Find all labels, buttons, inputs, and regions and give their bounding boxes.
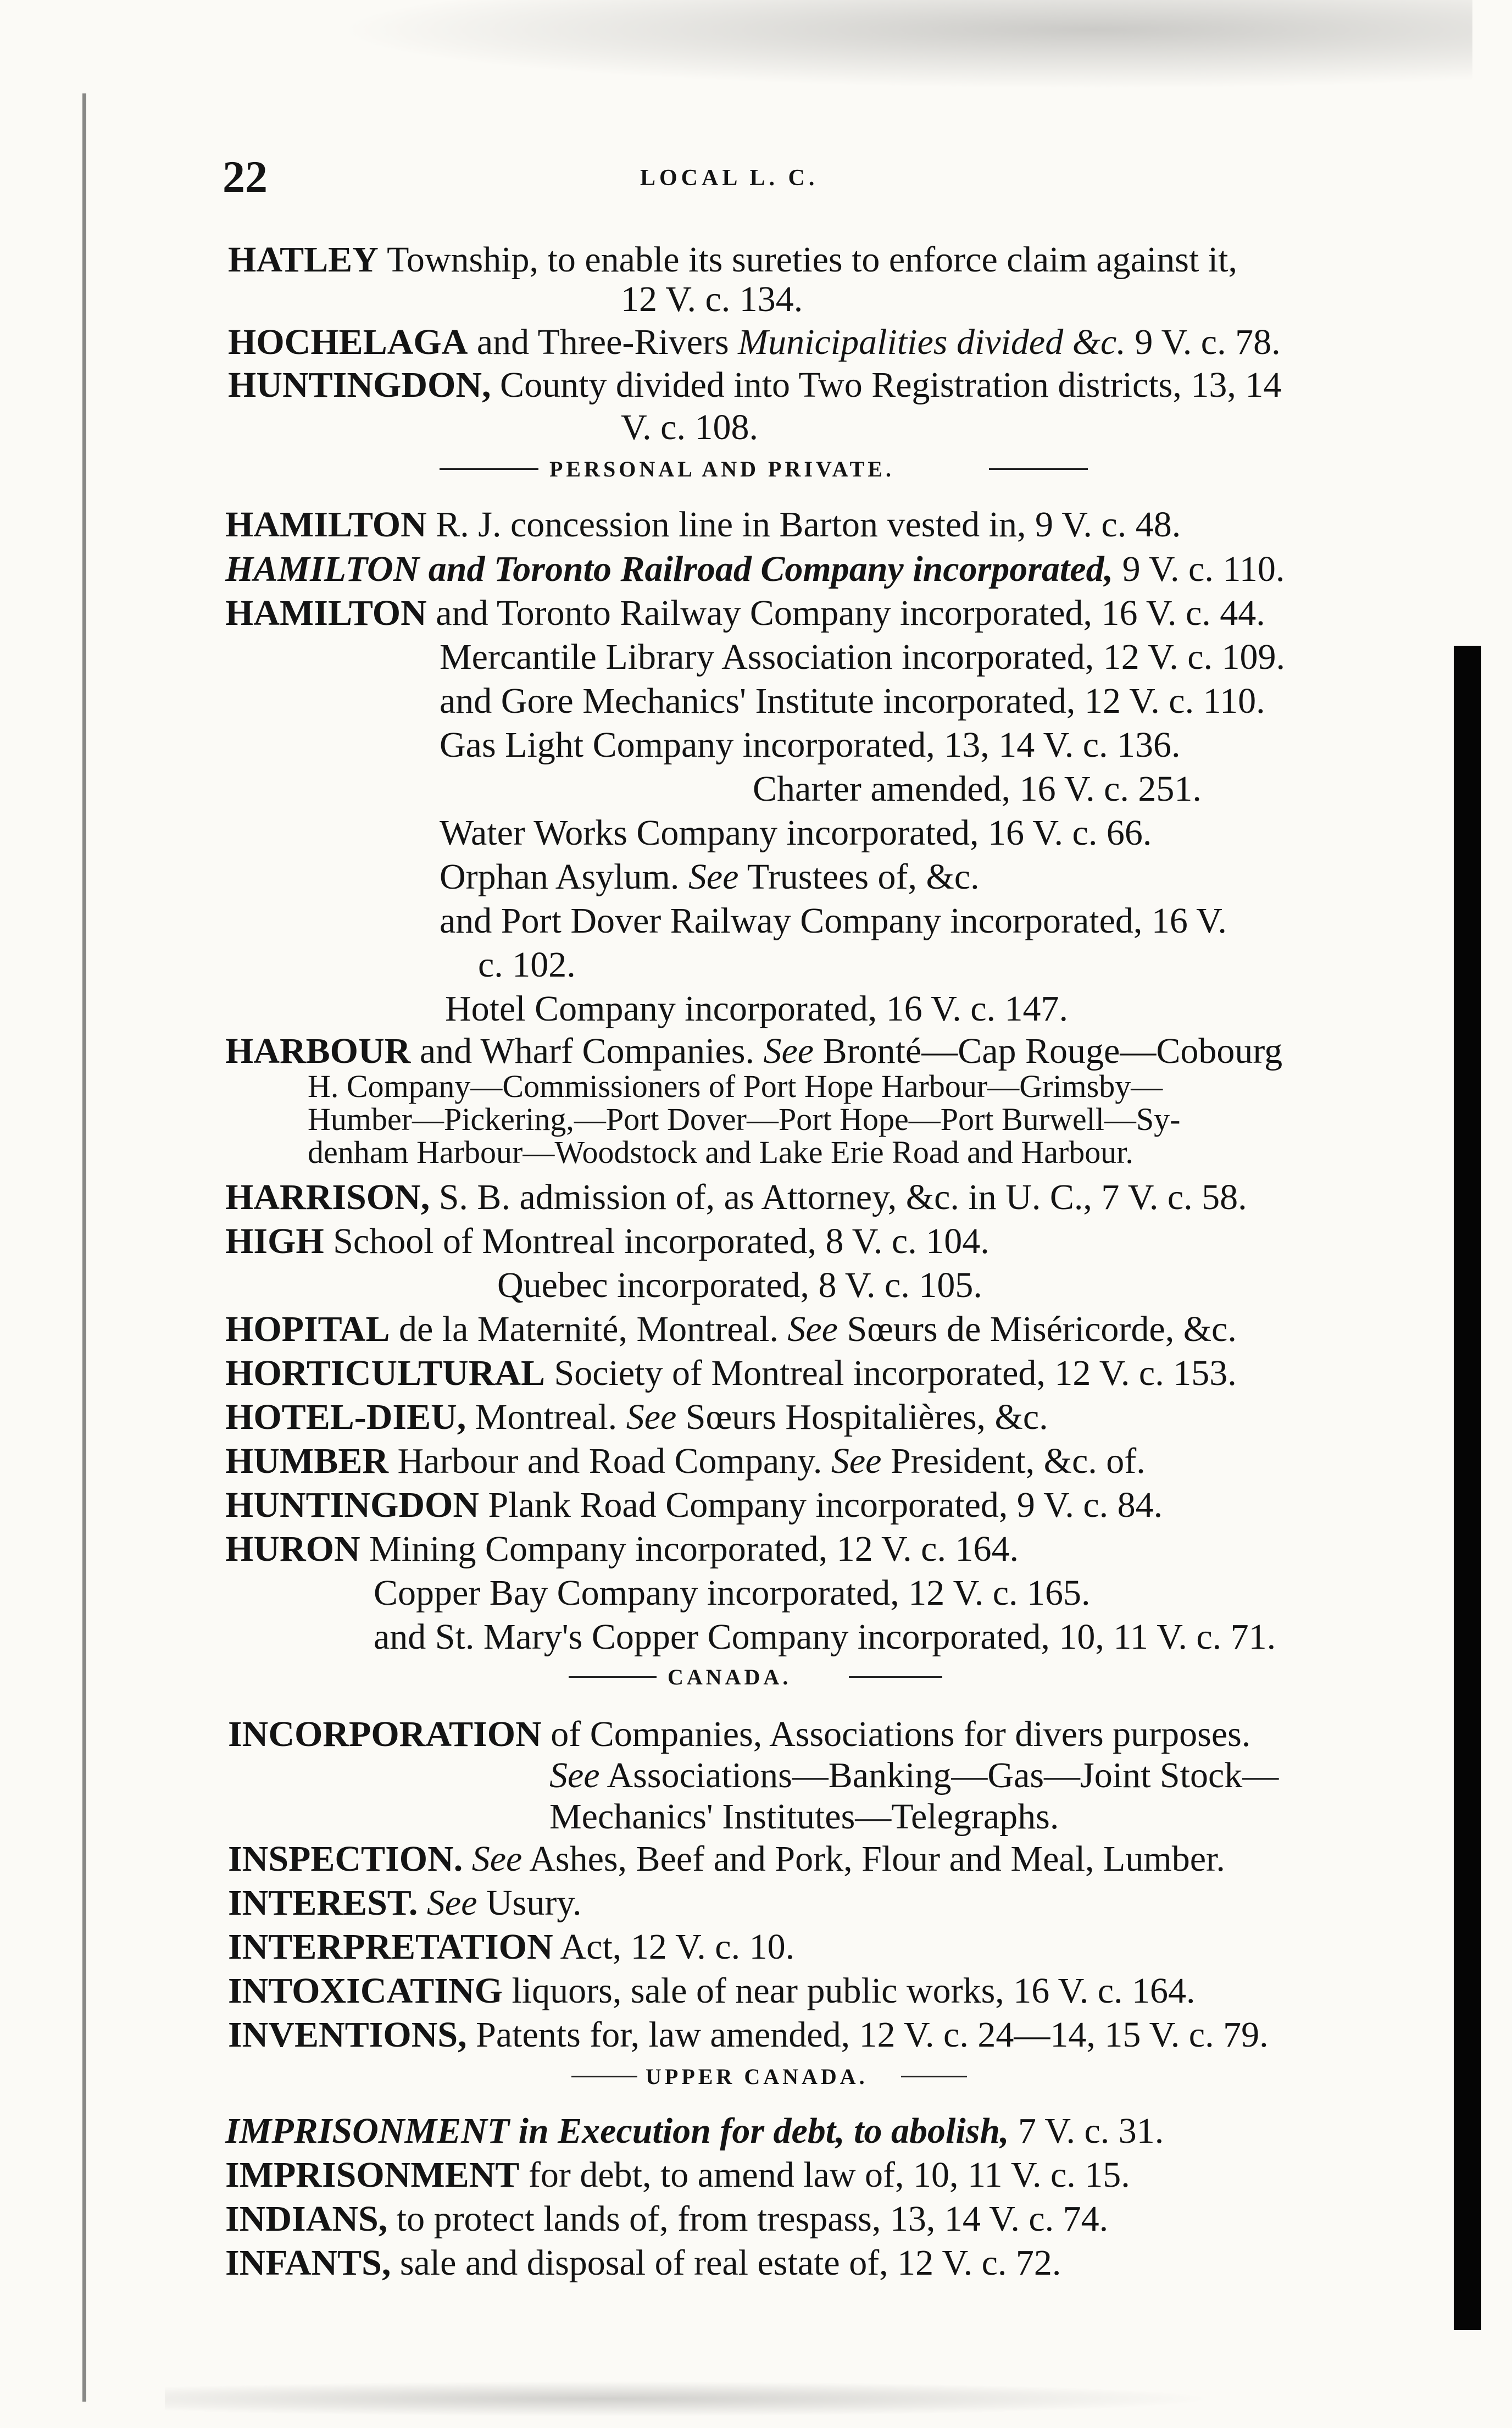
index-entry [228, 1973, 1196, 2009]
index-entry [621, 281, 803, 318]
index-entry [225, 1179, 1247, 1216]
section-heading-canada: CANADA. [668, 1665, 792, 1689]
entry-text-run: S. B. admission of, as Attorney, &c. in U. C., 7 V. c. 58. [430, 1177, 1247, 1217]
entry-text-run: HARBOUR [225, 1031, 411, 1071]
heading-rule [989, 468, 1088, 470]
entry-text-run: Township, to enable its sureties to enforce claim against it, [378, 240, 1237, 280]
entry-text-run: Hotel Company incorporated, 16 V. c. 147. [445, 989, 1069, 1029]
entry-text-run: INDIANS, [225, 2199, 388, 2239]
entry-text-run: Sœurs de Miséricorde, &c. [837, 1309, 1237, 1349]
index-entry [228, 1841, 1225, 1877]
section-heading-upper-canada: UPPER CANADA. [646, 2064, 868, 2089]
entry-text-run: denham Harbour—Woodstock and Lake Erie Road and Harbour. [308, 1134, 1133, 1170]
index-entry [225, 595, 1265, 631]
index-entry [225, 2157, 1130, 2193]
index-entry [225, 2245, 1061, 2281]
entry-text-run: Harbour and Road Company. [388, 1441, 831, 1481]
entry-text-run: County divided into Two Registration districts, 13, 14 [491, 365, 1282, 405]
index-entry [225, 1355, 1237, 1392]
entry-text-run: HOTEL-DIEU, [225, 1397, 466, 1437]
index-entry [225, 1399, 1048, 1435]
entry-text-run: INFANTS, [225, 2243, 391, 2283]
entry-text-run: Municipalities divided &c. [738, 322, 1126, 362]
entry-text-run: HUMBER [225, 1441, 388, 1481]
index-entry [225, 1311, 1237, 1348]
entry-text-run: H. Company—Commissioners of Port Hope Harbour—Grimsby— [308, 1068, 1163, 1104]
entry-text-run: and Gore Mechanics' Institute incorporated, 12 V. c. 110. [440, 681, 1265, 721]
entry-text-run: President, &c. of. [881, 1441, 1146, 1481]
entry-text-run: HURON [225, 1529, 360, 1569]
entry-text-run: and Wharf Companies. [410, 1031, 764, 1071]
entry-text-run: Patents for, law amended, 12 V. c. 24—14, 15 V. c. 79. [466, 2015, 1269, 2055]
page-binding-edge [82, 93, 86, 2402]
entry-text-run: See [549, 1755, 600, 1795]
entry-text-run: of Companies, Associations for divers purposes. [541, 1714, 1251, 1754]
index-entry [308, 1068, 1163, 1104]
entry-text-run: to protect lands of, from trespass, 13, 14 V. c. 74. [387, 2199, 1109, 2239]
entry-text-run: HOCHELAGA [228, 322, 468, 362]
index-entry [549, 1799, 1059, 1835]
page-number: 22 [223, 152, 268, 202]
entry-text-run: HORTICULTURAL [225, 1353, 546, 1393]
entry-text-run: Montreal. [466, 1397, 626, 1437]
index-entry [374, 1619, 1276, 1655]
entry-text-run: Mechanics' Institutes—Telegraphs. [549, 1797, 1059, 1837]
entry-text-run: 9 V. c. 110. [1113, 549, 1285, 589]
entry-text-run: Society of Montreal incorporated, 12 V. c. 153. [545, 1353, 1237, 1393]
index-entry [440, 815, 1152, 851]
entry-text-run: 12 V. c. 134. [621, 279, 803, 319]
index-entry [440, 683, 1265, 719]
entry-text-run: Copper Bay Company incorporated, 12 V. c. 165. [374, 1573, 1091, 1613]
entry-text-run: and St. Mary's Copper Company incorporated, 10, 11 V. c. 71. [374, 1617, 1276, 1657]
entry-text-run: Orphan Asylum. [440, 857, 688, 897]
entry-text-run: for debt, to amend law of, 10, 11 V. c. 15. [519, 2155, 1130, 2195]
heading-rule [569, 1676, 657, 1678]
entry-text-run: de la Maternité, Montreal. [390, 1309, 788, 1349]
entry-text-run: See [471, 1839, 522, 1879]
index-entry [225, 507, 1181, 543]
entry-text-run: Mercantile Library Association incorporated, 12 V. c. 109. [440, 637, 1286, 677]
entry-text-run: INVENTIONS, [228, 2015, 467, 2055]
entry-text-run: IMPRISONMENT in Execution for debt, to abolish, [225, 2111, 1009, 2151]
heading-rule [440, 468, 538, 470]
index-entry [225, 1033, 1282, 1069]
index-entry [621, 409, 758, 446]
index-entry [228, 2017, 1269, 2053]
index-entry [440, 639, 1285, 675]
entry-text-run: INTERPRETATION [228, 1927, 553, 1967]
entry-text-run: See [763, 1031, 814, 1071]
entry-text-run [463, 1839, 472, 1879]
entry-text-run: V. c. 108. [621, 407, 758, 447]
entry-text-run: IMPRISONMENT [225, 2155, 520, 2195]
index-entry [225, 1531, 1019, 1567]
entry-text-run: and Three-Rivers [468, 322, 738, 362]
entry-text-run: HUNTINGDON, [228, 365, 491, 405]
entry-text-run: Water Works Company incorporated, 16 V. c. 66. [440, 813, 1152, 853]
entry-text-run: R. J. concession line in Barton vested in, 9 V. c. 48. [426, 505, 1181, 545]
entry-text-run: and Toronto Railway Company incorporated, 16 V. c. 44. [426, 593, 1265, 633]
index-entry [308, 1101, 1181, 1137]
section-heading-personal: PERSONAL AND PRIVATE. [549, 457, 894, 481]
entry-text-run: Charter amended, 16 V. c. 251. [753, 769, 1202, 809]
index-entry [225, 551, 1285, 587]
heading-rule [901, 2076, 967, 2077]
index-entry [225, 2201, 1108, 2237]
entry-text-run: Gas Light Company incorporated, 13, 14 V. c. 136. [440, 725, 1181, 765]
entry-text-run: INSPECTION. [228, 1839, 463, 1879]
entry-text-run: Quebec incorporated, 8 V. c. 105. [497, 1265, 982, 1305]
page-edge-smudge-top [209, 0, 1472, 99]
index-entry [225, 1223, 990, 1260]
index-entry [228, 1929, 794, 1965]
entry-text-run: See [787, 1309, 838, 1349]
index-entry [228, 367, 1281, 403]
margin-rule-bar [1454, 646, 1481, 2330]
entry-text-run: Trustees of, &c. [738, 857, 980, 897]
index-entry [478, 947, 576, 983]
entry-text-run [418, 1883, 427, 1923]
entry-text-run: Mining Company incorporated, 12 V. c. 164. [360, 1529, 1019, 1569]
entry-text-run: School of Montreal incorporated, 8 V. c. 104. [324, 1221, 990, 1261]
index-entry [228, 242, 1237, 278]
entry-text-run: HATLEY [228, 240, 379, 280]
entry-text-run: HAMILTON [225, 505, 427, 545]
entry-text-run: See [688, 857, 739, 897]
heading-rule [571, 2076, 637, 2077]
index-entry [497, 1267, 982, 1304]
heading-rule [849, 1676, 942, 1678]
index-entry [225, 1487, 1163, 1523]
entry-text-run: Bronté—Cap Rouge—Cobourg [814, 1031, 1283, 1071]
entry-text-run: and Port Dover Railway Company incorporated, 16 V. [440, 901, 1227, 941]
entry-text-run: 9 V. c. 78. [1125, 322, 1281, 362]
index-entry [753, 771, 1202, 807]
entry-text-run: See [626, 1397, 677, 1437]
entry-text-run: See [831, 1441, 882, 1481]
index-entry [440, 903, 1227, 939]
entry-text-run: See [426, 1883, 477, 1923]
entry-text-run: HAMILTON and Toronto Railroad Company incorporated, [225, 549, 1114, 589]
index-entry [549, 1755, 1279, 1795]
index-entry [374, 1575, 1091, 1611]
entry-text-run: Sœurs Hospitalières, &c. [676, 1397, 1048, 1437]
entry-text-run: HOPITAL [225, 1309, 390, 1349]
running-head: LOCAL L. C. [640, 165, 819, 191]
index-entry [228, 324, 1281, 361]
index-entry [440, 859, 980, 895]
index-entry [440, 727, 1181, 763]
index-entry [225, 1443, 1146, 1479]
entry-text-run: liquors, sale of near public works, 16 V. c. 164. [503, 1971, 1196, 2011]
index-entry [308, 1134, 1133, 1170]
entry-text-run: INTEREST. [228, 1883, 418, 1923]
entry-text-run: INTOXICATING [228, 1971, 503, 2011]
entry-text-run: HARRISON, [225, 1177, 430, 1217]
entry-text-run: Plank Road Company incorporated, 9 V. c. 84. [479, 1485, 1163, 1525]
entry-text-run: Humber—Pickering,—Port Dover—Port Hope—Port Burwell—Sy- [308, 1101, 1181, 1137]
entry-text-run: Act, 12 V. c. 10. [553, 1927, 795, 1967]
index-entry [228, 1885, 582, 1921]
page-edge-smudge-bottom [165, 2380, 1264, 2418]
entry-text-run: INCORPORATION [228, 1714, 542, 1754]
entry-text-run: HIGH [225, 1221, 324, 1261]
entry-text-run: HUNTINGDON [225, 1485, 480, 1525]
index-entry [228, 1716, 1250, 1753]
entry-text-run: Associations—Banking—Gas—Joint Stock— [599, 1755, 1279, 1795]
entry-text-run: 7 V. c. 31. [1009, 2111, 1164, 2151]
entry-text-run: Ashes, Beef and Pork, Flour and Meal, Lumber. [522, 1839, 1225, 1879]
index-entry [225, 2113, 1164, 2149]
entry-text-run: sale and disposal of real estate of, 12 V. c. 72. [391, 2243, 1061, 2283]
entry-text-run: c. 102. [478, 945, 576, 985]
entry-text-run: Usury. [477, 1883, 582, 1923]
entry-text-run: HAMILTON [225, 593, 427, 633]
index-entry [445, 991, 1068, 1027]
